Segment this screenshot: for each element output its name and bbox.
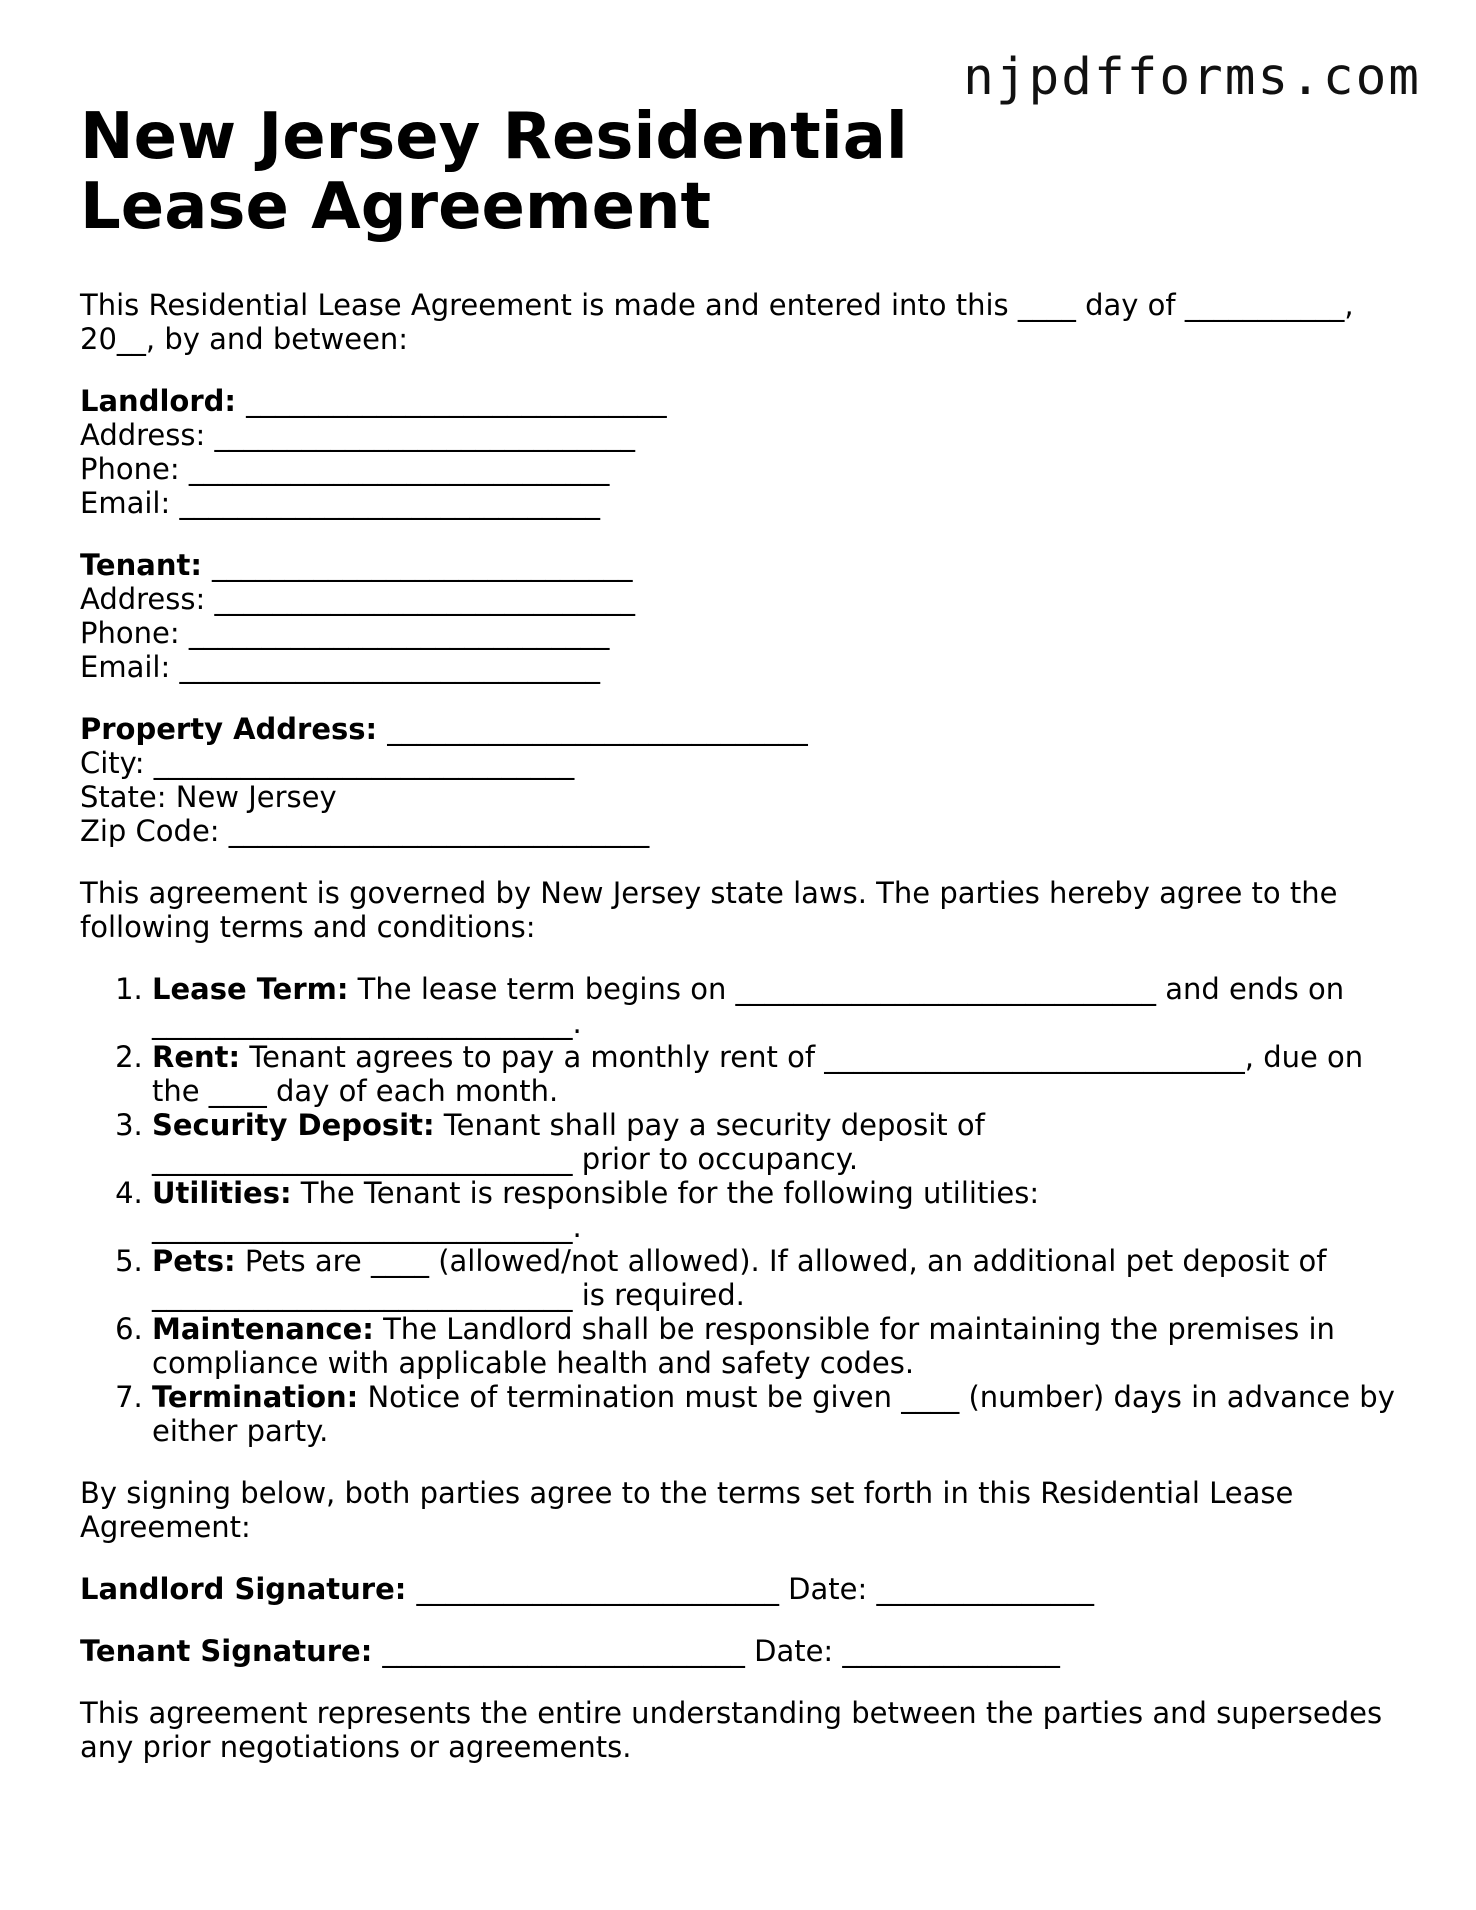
watermark-site: njpdfforms.com	[963, 48, 1421, 107]
term-text: Tenant agrees to pay a monthly rent of _____________________________, due on the ____ day of each month.	[152, 1040, 1364, 1108]
landlord-section	[80, 384, 1400, 520]
tenant-section	[80, 548, 1400, 684]
term-label: Maintenance:	[152, 1312, 374, 1346]
term-item	[152, 1244, 1400, 1312]
property-address-label: Property Address:	[80, 712, 388, 746]
landlord-address-field[interactable]: Address: _____________________________	[80, 418, 635, 452]
property-city-field[interactable]: City: _____________________________	[80, 746, 575, 780]
tenant-signature-label: Tenant Signature:	[80, 1634, 383, 1668]
term-item	[152, 1312, 1400, 1380]
landlord-label: Landlord:	[80, 384, 247, 418]
term-text: The Landlord shall be responsible for maintaining the premises in compliance with applicable health and safety codes.	[152, 1312, 1335, 1380]
tenant-name-field[interactable]: _____________________________	[212, 548, 633, 582]
term-label: Termination:	[152, 1380, 359, 1414]
term-item	[152, 1108, 1400, 1176]
term-text: Tenant shall pay a security deposit of _____________________________ prior to occupancy.	[152, 1108, 985, 1176]
landlord-email-field[interactable]: Email: _____________________________	[80, 486, 600, 520]
term-item	[152, 1176, 1400, 1244]
landlord-signature-row	[80, 1572, 1400, 1606]
term-item	[152, 1380, 1400, 1448]
term-label: Utilities:	[152, 1176, 292, 1210]
term-label: Rent:	[152, 1040, 241, 1074]
property-address-field[interactable]: _____________________________	[387, 712, 808, 746]
property-section	[80, 712, 1400, 848]
tenant-signature-field[interactable]: _________________________ Date: _______________	[382, 1634, 1060, 1668]
term-text: Pets are ____ (allowed/not allowed). If allowed, an additional pet deposit of _____________________________ is required.	[152, 1244, 1327, 1312]
property-state: State: New Jersey	[80, 780, 337, 814]
tenant-signature-row	[80, 1634, 1400, 1668]
terms-list	[80, 972, 1400, 1448]
landlord-phone-field[interactable]: Phone: _____________________________	[80, 452, 610, 486]
tenant-address-field[interactable]: Address: _____________________________	[80, 582, 635, 616]
tenant-email-field[interactable]: Email: _____________________________	[80, 650, 600, 684]
term-label: Lease Term:	[152, 972, 349, 1006]
landlord-signature-label: Landlord Signature:	[80, 1572, 417, 1606]
term-label: Security Deposit:	[152, 1108, 435, 1142]
property-zip-field[interactable]: Zip Code: _____________________________	[80, 814, 650, 848]
intro-paragraph: This Residential Lease Agreement is made and entered into this ____ day of ___________, 20__, by and between:	[80, 288, 1354, 356]
governing-paragraph: This agreement is governed by New Jersey state laws. The parties hereby agree to the following terms and conditions:	[80, 876, 1338, 944]
signing-intro: By signing below, both parties agree to the terms set forth in this Residential Lease Agreement:	[80, 1476, 1294, 1544]
tenant-label: Tenant:	[80, 548, 213, 582]
term-item	[152, 1040, 1400, 1108]
term-text: The lease term begins on _____________________________ and ends on _____________________________.	[152, 972, 1345, 1040]
term-item	[152, 972, 1400, 1040]
landlord-name-field[interactable]: _____________________________	[246, 384, 667, 418]
tenant-phone-field[interactable]: Phone: _____________________________	[80, 616, 610, 650]
term-text: The Tenant is responsible for the following utilities: _____________________________.	[152, 1176, 1040, 1244]
closing-paragraph: This agreement represents the entire understanding between the parties and supersedes any prior negotiations or agreements.	[80, 1696, 1383, 1764]
term-text: Notice of termination must be given ____ (number) days in advance by either party.	[152, 1380, 1395, 1448]
term-label: Pets:	[152, 1244, 236, 1278]
landlord-signature-field[interactable]: _________________________ Date: _______________	[416, 1572, 1094, 1606]
document-page	[80, 102, 1400, 1764]
page-title: New Jersey Residential Lease Agreement	[80, 100, 908, 244]
